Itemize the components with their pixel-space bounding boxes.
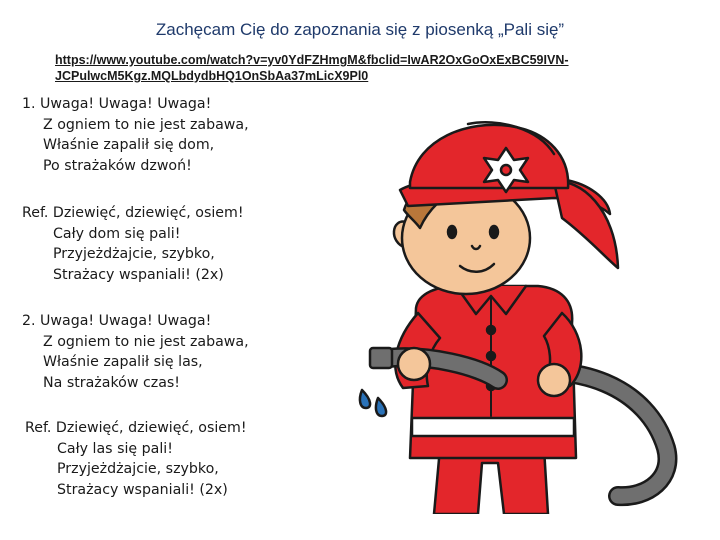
verse-1-line-3: Właśnie zapalił się dom,	[43, 137, 215, 153]
refrain-2-line-4: Strażacy wspaniali! (2x)	[57, 481, 228, 498]
water-drop	[360, 390, 370, 408]
verse-2-line-4: Na strażaków czas!	[43, 374, 180, 391]
verse-1-line-1: 1. Uwaga! Uwaga! Uwaga!	[22, 96, 212, 112]
refrain-2-line-1: Ref. Dziewięć, dziewięć, osiem!	[25, 420, 247, 436]
verse-1-line-4: Po strażaków dzwoń!	[43, 157, 192, 174]
verse-2-line-3: Właśnie zapalił się las,	[43, 354, 203, 370]
refrain-1-line-3: Przyjeżdżajcie, szybko,	[53, 246, 215, 262]
verse-1-line-2: Z ogniem to nie jest zabawa,	[43, 116, 249, 133]
refrain-1-line-2: Cały dom się pali!	[53, 225, 181, 242]
refrain-1-line-1: Ref. Dziewięć, dziewięć, osiem!	[22, 205, 244, 221]
verse-2	[22, 311, 249, 393]
refrain-2-line-2: Cały las się pali!	[57, 440, 173, 457]
verse-1	[22, 94, 249, 176]
helmet-flap	[554, 182, 618, 268]
refrain-1	[22, 203, 244, 285]
belt	[412, 418, 574, 436]
page-title: Zachęcam Cię do zapoznania się z piosenką „Pali się”	[155, 20, 565, 39]
youtube-link[interactable]: https://www.youtube.com/watch?v=yv0YdFZHmgM&fbclid=IwAR2OxGoOxExBC59IVN-JCPulwcM5Kgz.MQLbdydbHQ1OnSbAa37mLicX9Pl0	[55, 53, 569, 83]
eye	[448, 226, 456, 238]
hand-right	[538, 364, 570, 396]
hand-left	[398, 348, 430, 380]
verse-2-line-1: 2. Uwaga! Uwaga! Uwaga!	[22, 313, 212, 329]
verse-2-line-2: Z ogniem to nie jest zabawa,	[43, 333, 249, 350]
nozzle	[370, 348, 392, 368]
refrain-2-line-3: Przyjeżdżajcie, szybko,	[57, 461, 219, 477]
refrain-2	[25, 418, 247, 500]
firefighter-illustration	[348, 118, 680, 514]
refrain-1-line-4: Strażacy wspaniali! (2x)	[53, 266, 224, 283]
